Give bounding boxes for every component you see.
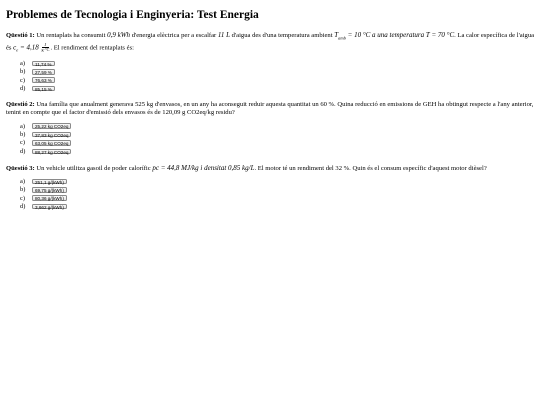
math-temp-ambient: = 10 °C a una temperatura	[345, 31, 426, 39]
option-a	[20, 177, 536, 185]
question-label: Qüestió 2:	[6, 100, 35, 108]
math-volume: 11 L	[217, 31, 231, 39]
option-letter: c)	[20, 139, 25, 147]
answer-button[interactable]: 37,83 kg CO2eq	[32, 132, 71, 138]
option-letter: c)	[20, 194, 25, 202]
question-3	[6, 164, 536, 211]
option-c	[20, 194, 536, 202]
option-letter: a)	[20, 122, 25, 130]
options-list	[6, 122, 536, 156]
math-pc-value: = 44,8 MJ/kg i densitat	[158, 163, 229, 172]
question-label: Qüestió 1:	[6, 32, 35, 39]
question-text	[6, 164, 536, 174]
question-label: Qüestió 3:	[6, 164, 35, 172]
text-part: d'energia elèctrica per a escalfar	[130, 32, 218, 39]
option-b	[20, 130, 536, 138]
question-2	[6, 101, 536, 156]
answer-button[interactable]: 80,36 g/(kWh)	[32, 195, 67, 201]
answer-button[interactable]: 251,1 g/(kWh)	[32, 179, 67, 185]
text-part: . El motor té un rendiment del 32 %. Quin és el consum específic d'aquest motor dièsel?	[254, 164, 487, 172]
page-title: Problemes de Tecnologia i Enginyeria: Test Energia	[6, 9, 259, 21]
text-part: . La calor específica de l'aigua és	[6, 32, 535, 52]
math-subscript: e	[16, 47, 19, 53]
answer-button[interactable]: 63,05 kg CO2eq	[32, 140, 71, 146]
math-temp-final: T = 70 °C	[425, 31, 455, 39]
option-a	[20, 59, 536, 67]
text-part: Un rentaplats ha consumit	[36, 32, 108, 39]
question-1	[6, 31, 536, 93]
answer-button[interactable]: 3,662 g/(kWh)	[32, 204, 67, 210]
option-d	[20, 84, 536, 92]
math-density: 0,85 kg/L	[228, 163, 255, 172]
answer-button[interactable]: 27,59 %	[32, 69, 55, 75]
question-text	[6, 31, 536, 55]
question-body: Una família que anualment generava 525 kg d'envasos, en un any ha aconseguit reduir aquesta quantitat un 60 %. Quina reducció en emissions de GEH ha obtingut respecte a l'any anterior, tenint en compte que el factor d'emissió dels envasos és de 120,09 g CO2eq/kg residu?	[6, 100, 534, 117]
answer-button[interactable]: 76,63 %	[32, 77, 55, 83]
option-letter: d)	[20, 147, 26, 155]
math-subscript: amb	[338, 35, 346, 41]
option-c	[20, 76, 536, 84]
text-part: . El rendiment del rentaplats és:	[50, 44, 134, 52]
text-part: Un vehicle utilitza gasoil de poder calorífic	[36, 164, 153, 172]
option-d	[20, 202, 536, 210]
option-letter: b)	[20, 131, 26, 139]
answer-button[interactable]: 11,74 %	[32, 61, 55, 67]
fraction-denominator: g·°C	[41, 47, 50, 53]
option-letter: a)	[20, 177, 25, 185]
option-letter: a)	[20, 59, 25, 67]
option-c	[20, 139, 536, 147]
answer-button[interactable]: 88,27 kg CO2eq	[32, 149, 71, 155]
answer-button[interactable]: 69,75 g/(kWh)	[32, 187, 67, 193]
option-letter: c)	[20, 76, 25, 84]
option-letter: b)	[20, 68, 26, 76]
options-list	[6, 59, 536, 93]
option-letter: b)	[20, 186, 26, 194]
question-text	[6, 101, 536, 118]
math-pc-symbol: pc	[152, 163, 159, 172]
math-temp-symbol: T	[334, 31, 339, 39]
math-energy: 0,9 kWh	[107, 31, 131, 39]
answer-button[interactable]: 85,15 %	[32, 86, 55, 92]
fraction-numerator: J	[42, 43, 50, 48]
option-a	[20, 122, 536, 130]
page	[6, 8, 536, 219]
option-letter: d)	[20, 85, 26, 93]
option-letter: d)	[20, 203, 26, 210]
math-ce-symbol: c	[13, 43, 17, 52]
option-b	[20, 186, 536, 194]
option-b	[20, 68, 536, 76]
answer-button[interactable]: 25,22 kg CO2eq	[32, 123, 71, 129]
text-part: d'aigua des d'una temperatura ambient	[230, 32, 335, 39]
math-ce-value: = 4,18	[18, 43, 41, 52]
option-d	[20, 147, 536, 155]
math-fraction	[42, 43, 50, 53]
options-list	[6, 177, 536, 211]
